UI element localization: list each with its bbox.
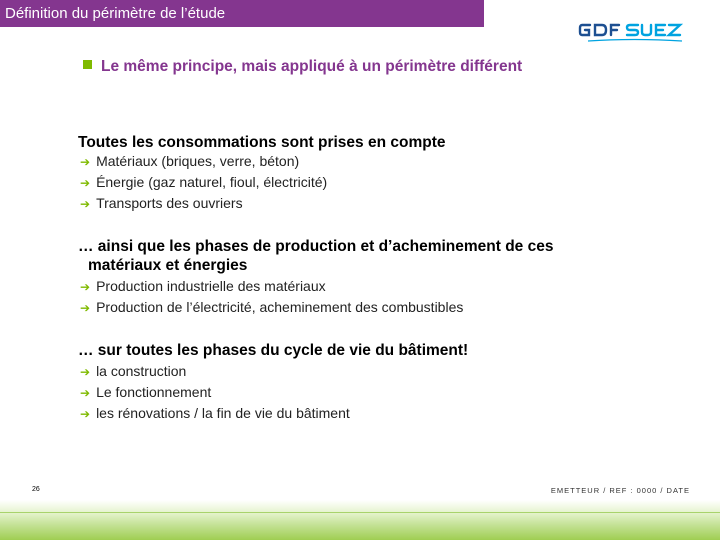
list-item: ➔ la construction xyxy=(80,363,187,379)
arrow-right-icon: ➔ xyxy=(80,155,91,169)
list-item: ➔ Production de l’électricité, acheminement des combustibles xyxy=(80,299,464,315)
list-item: ➔ Énergie (gaz naturel, fioul, électricité) xyxy=(80,174,328,190)
arrow-right-icon: ➔ xyxy=(80,407,91,421)
list-item: ➔ les rénovations / la fin de vie du bâtiment xyxy=(80,405,350,421)
section-heading-continuation: matériaux et énergies xyxy=(88,257,248,274)
arrow-right-icon: ➔ xyxy=(80,197,91,211)
section-heading-production xyxy=(78,237,553,275)
arrow-right-icon: ➔ xyxy=(80,280,91,294)
arrow-right-icon: ➔ xyxy=(80,365,91,379)
main-bullet xyxy=(83,56,553,77)
main-bullet-text: Le même principe, mais appliqué à un périmètre différent xyxy=(101,58,523,75)
section-heading-text: Toutes les consommations sont prises en compte xyxy=(78,134,446,151)
lifecycle-list xyxy=(80,361,350,424)
arrow-right-icon: ➔ xyxy=(80,386,91,400)
section-heading-lifecycle xyxy=(78,341,468,360)
footer-reference: EMETTEUR / REF : 0000 / DATE xyxy=(550,486,690,495)
section-heading-text: … sur toutes les phases du cycle de vie du bâtiment! xyxy=(78,342,469,359)
green-square-icon xyxy=(83,60,92,69)
arrow-right-icon: ➔ xyxy=(80,301,91,315)
section-heading-consumptions xyxy=(78,133,446,152)
footer-divider xyxy=(0,512,720,513)
arrow-right-icon: ➔ xyxy=(80,176,91,190)
gdf-suez-logo xyxy=(578,20,692,46)
consumptions-list xyxy=(80,151,327,214)
list-item: ➔ Production industrielle des matériaux xyxy=(80,278,326,294)
list-item: ➔ Le fonctionnement xyxy=(80,384,212,400)
section-heading-text: … ainsi que les phases de production et d’acheminement de ces xyxy=(78,238,554,255)
slide-title: Définition du périmètre de l’étude xyxy=(0,0,484,27)
footer-band xyxy=(0,500,720,540)
list-item: ➔ Matériaux (briques, verre, béton) xyxy=(80,153,300,169)
list-item: ➔ Transports des ouvriers xyxy=(80,195,243,211)
page-number: 26 xyxy=(32,486,40,493)
production-list xyxy=(80,276,463,318)
